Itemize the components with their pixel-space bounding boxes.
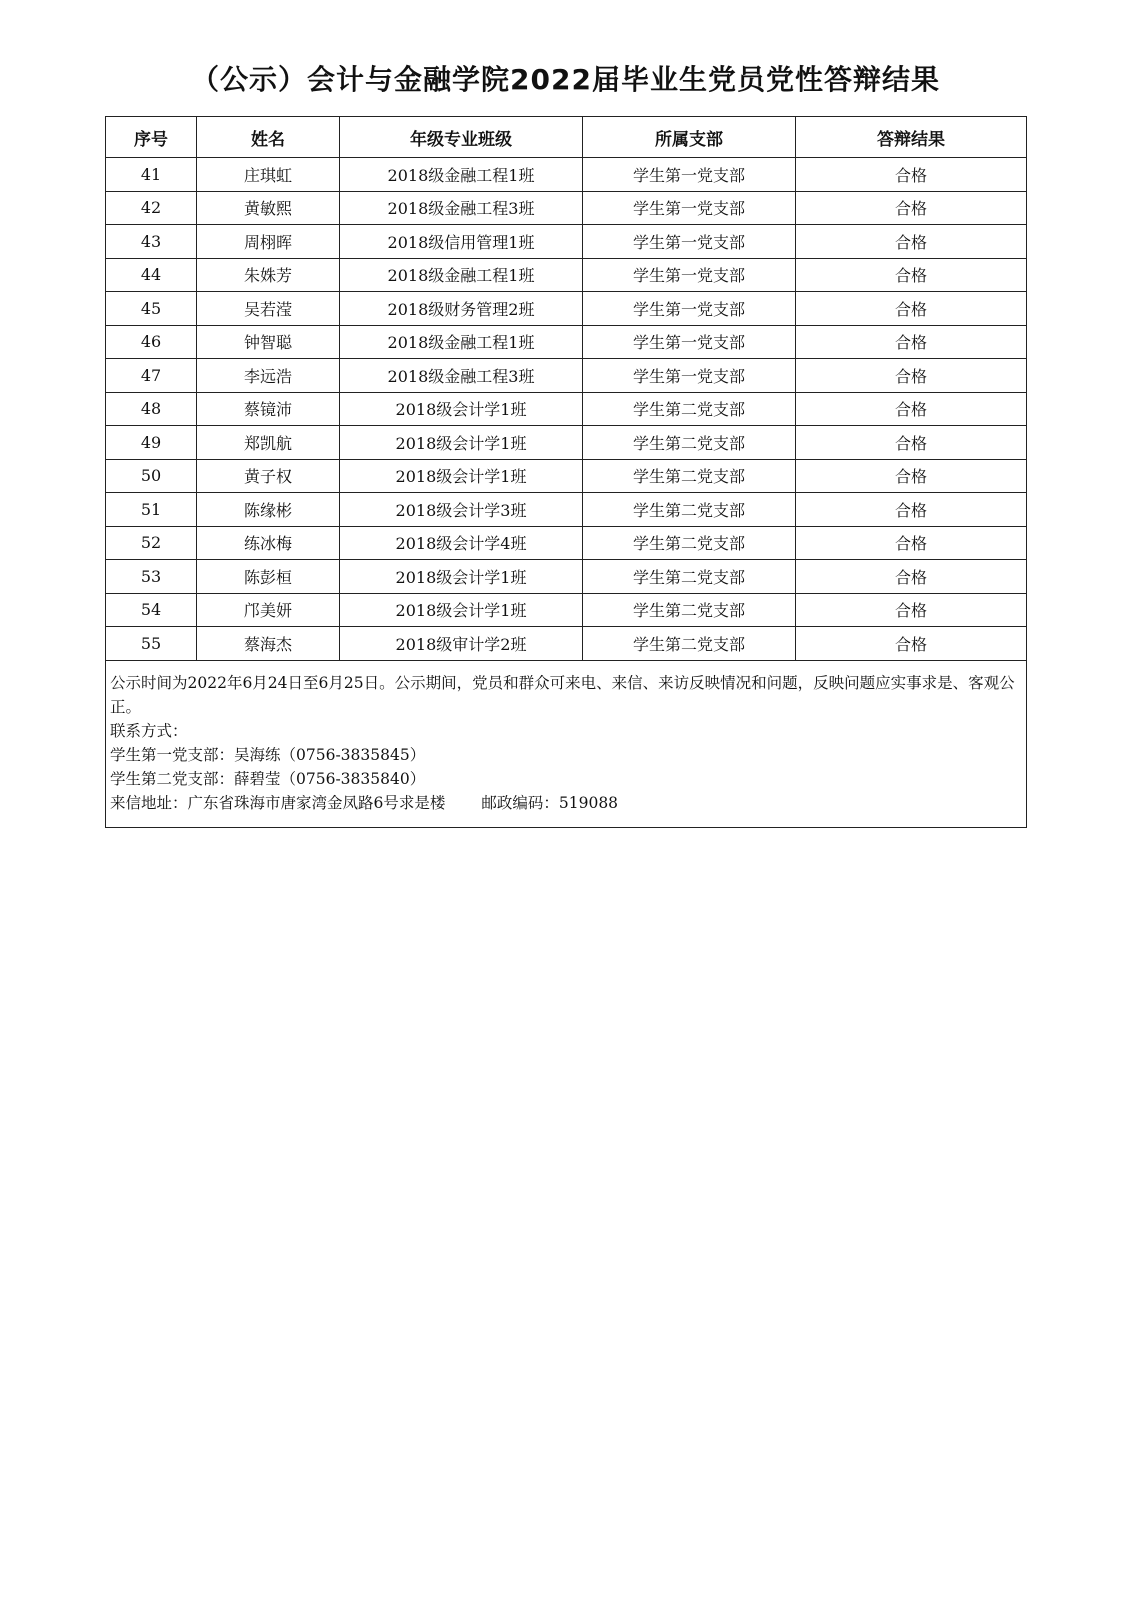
cell-name: 李远浩 [197, 359, 340, 393]
cell-index: 54 [106, 593, 197, 627]
table-header-row [106, 117, 1027, 158]
cell-index: 55 [106, 627, 197, 661]
cell-branch: 学生第一党支部 [583, 359, 796, 393]
table-row [106, 627, 1027, 661]
cell-index: 47 [106, 359, 197, 393]
address-line [110, 791, 1022, 815]
cell-branch: 学生第一党支部 [583, 325, 796, 359]
cell-class: 2018级会计学1班 [340, 426, 583, 460]
table-body [106, 158, 1027, 661]
table-row [106, 225, 1027, 259]
cell-name: 蔡镜沛 [197, 392, 340, 426]
contact-branch-2: 学生第二党支部：薛碧莹（0756-3835840） [110, 769, 426, 788]
cell-index: 49 [106, 426, 197, 460]
cell-branch: 学生第二党支部 [583, 593, 796, 627]
cell-class: 2018级金融工程1班 [340, 158, 583, 192]
cell-name: 陈彭桓 [197, 560, 340, 594]
cell-class: 2018级金融工程3班 [340, 191, 583, 225]
cell-name: 黄敏熙 [197, 191, 340, 225]
cell-class: 2018级会计学4班 [340, 526, 583, 560]
header-result: 答辩结果 [796, 117, 1027, 158]
cell-branch: 学生第二党支部 [583, 493, 796, 527]
cell-branch: 学生第二党支部 [583, 459, 796, 493]
cell-branch: 学生第一党支部 [583, 158, 796, 192]
cell-name: 邝美妍 [197, 593, 340, 627]
cell-result: 合格 [796, 191, 1027, 225]
cell-name: 陈缘彬 [197, 493, 340, 527]
cell-branch: 学生第二党支部 [583, 426, 796, 460]
mailing-address: 来信地址：广东省珠海市唐家湾金凤路6号求是楼 [110, 793, 446, 812]
cell-class: 2018级会计学1班 [340, 560, 583, 594]
cell-result: 合格 [796, 627, 1027, 661]
cell-class: 2018级会计学1班 [340, 392, 583, 426]
notice-period: 公示时间为2022年6月24日至6月25日。公示期间，党员和群众可来电、来信、来访反映情况和问题，反映问题应实事求是、客观公正。 [110, 673, 1015, 716]
cell-branch: 学生第二党支部 [583, 392, 796, 426]
notice-row [106, 660, 1027, 827]
cell-index: 46 [106, 325, 197, 359]
cell-name: 蔡海杰 [197, 627, 340, 661]
cell-index: 52 [106, 526, 197, 560]
postal-code: 邮政编码：519088 [481, 793, 619, 812]
cell-index: 53 [106, 560, 197, 594]
contact-heading: 联系方式： [110, 721, 188, 740]
table-row [106, 493, 1027, 527]
cell-name: 练冰梅 [197, 526, 340, 560]
cell-class: 2018级金融工程1班 [340, 325, 583, 359]
cell-result: 合格 [796, 593, 1027, 627]
cell-result: 合格 [796, 459, 1027, 493]
cell-result: 合格 [796, 225, 1027, 259]
table-row [106, 292, 1027, 326]
cell-result: 合格 [796, 258, 1027, 292]
cell-index: 44 [106, 258, 197, 292]
cell-result: 合格 [796, 493, 1027, 527]
cell-class: 2018级会计学1班 [340, 459, 583, 493]
cell-name: 周栩晖 [197, 225, 340, 259]
table-row [106, 526, 1027, 560]
table-row [106, 191, 1027, 225]
cell-result: 合格 [796, 392, 1027, 426]
page-title: （公示）会计与金融学院2022届毕业生党员党性答辩结果 [191, 63, 940, 96]
results-table [105, 116, 1027, 828]
table-row [106, 158, 1027, 192]
table-row [106, 560, 1027, 594]
cell-index: 43 [106, 225, 197, 259]
cell-name: 吴若滢 [197, 292, 340, 326]
cell-result: 合格 [796, 292, 1027, 326]
cell-class: 2018级信用管理1班 [340, 225, 583, 259]
cell-name: 黄子权 [197, 459, 340, 493]
header-branch: 所属支部 [583, 117, 796, 158]
table-row [106, 426, 1027, 460]
cell-index: 48 [106, 392, 197, 426]
header-class: 年级专业班级 [340, 117, 583, 158]
cell-result: 合格 [796, 526, 1027, 560]
cell-result: 合格 [796, 426, 1027, 460]
cell-result: 合格 [796, 158, 1027, 192]
header-index: 序号 [106, 117, 197, 158]
cell-result: 合格 [796, 325, 1027, 359]
cell-branch: 学生第二党支部 [583, 526, 796, 560]
cell-name: 朱姝芳 [197, 258, 340, 292]
cell-branch: 学生第一党支部 [583, 225, 796, 259]
cell-class: 2018级审计学2班 [340, 627, 583, 661]
table-row [106, 392, 1027, 426]
table-row [106, 593, 1027, 627]
cell-class: 2018级金融工程1班 [340, 258, 583, 292]
cell-branch: 学生第二党支部 [583, 560, 796, 594]
table-row [106, 325, 1027, 359]
cell-index: 50 [106, 459, 197, 493]
cell-name: 庄琪虹 [197, 158, 340, 192]
cell-index: 41 [106, 158, 197, 192]
contact-branch-1: 学生第一党支部：吴海练（0756-3835845） [110, 745, 426, 764]
cell-result: 合格 [796, 359, 1027, 393]
cell-index: 45 [106, 292, 197, 326]
cell-index: 42 [106, 191, 197, 225]
cell-result: 合格 [796, 560, 1027, 594]
cell-class: 2018级会计学3班 [340, 493, 583, 527]
cell-class: 2018级会计学1班 [340, 593, 583, 627]
cell-class: 2018级财务管理2班 [340, 292, 583, 326]
table-row [106, 359, 1027, 393]
table-row [106, 459, 1027, 493]
table-row [106, 258, 1027, 292]
cell-name: 郑凯航 [197, 426, 340, 460]
cell-index: 51 [106, 493, 197, 527]
cell-name: 钟智聪 [197, 325, 340, 359]
cell-class: 2018级金融工程3班 [340, 359, 583, 393]
cell-branch: 学生第一党支部 [583, 292, 796, 326]
notice-cell [106, 660, 1027, 827]
header-name: 姓名 [197, 117, 340, 158]
cell-branch: 学生第二党支部 [583, 627, 796, 661]
cell-branch: 学生第一党支部 [583, 258, 796, 292]
cell-branch: 学生第一党支部 [583, 191, 796, 225]
